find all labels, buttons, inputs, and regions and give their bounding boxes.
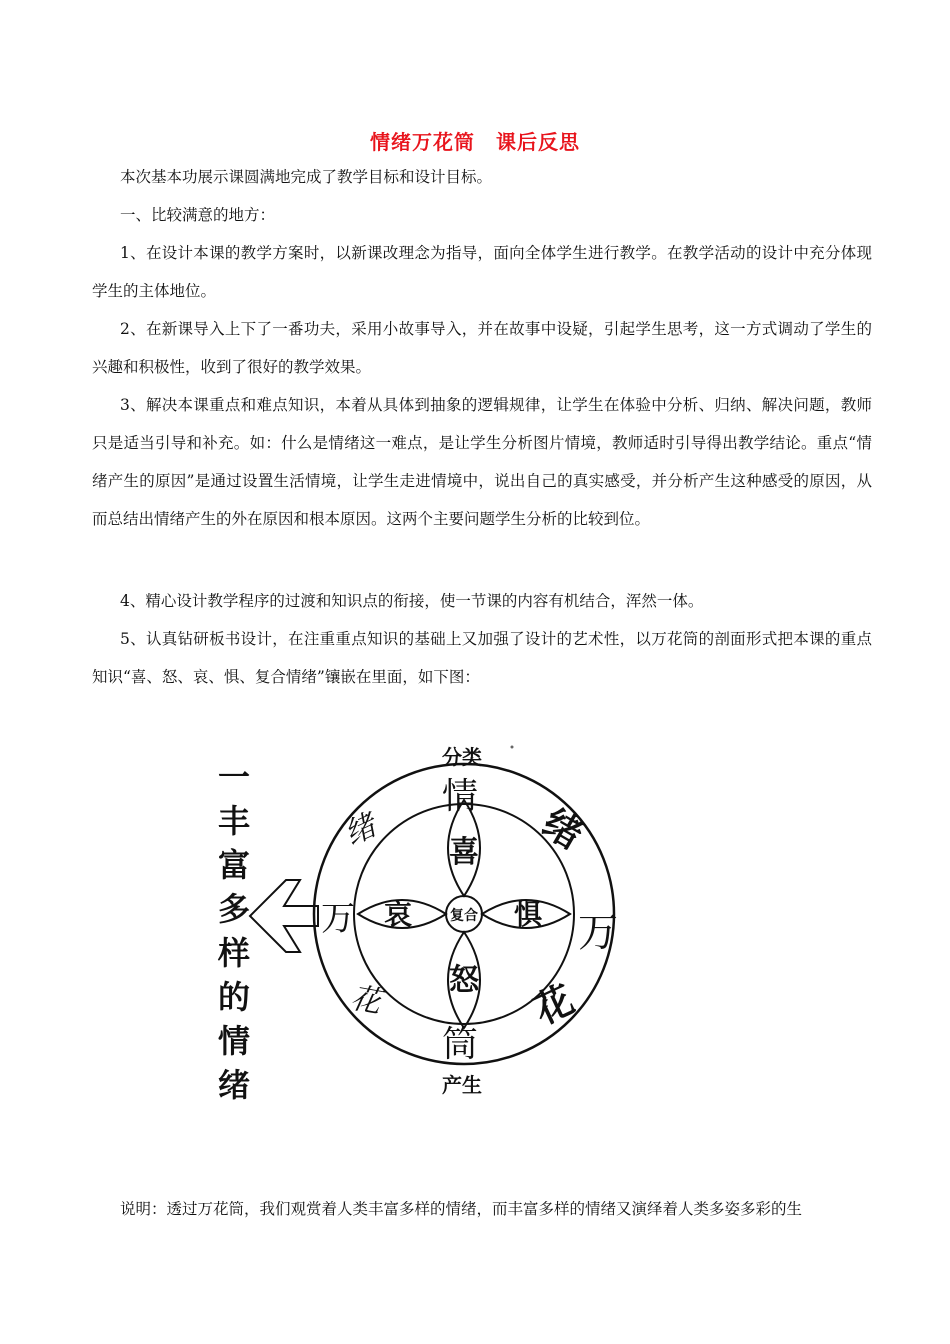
left-arrow-icon	[250, 880, 318, 952]
ring-char-left: 万	[321, 899, 355, 939]
paragraph-point-3: 3、解决本课重点和难点知识，本着从具体到抽象的逻辑规律，让学生在体验中分析、归纳、解决问题，教师只是适当引导和补充。如：什么是情绪这一难点，是让学生分析图片情境，教师适时引导得出教学结论。重点“情绪产生的原因”是通过设置生活情境，让学生走进情境中，说出自己的真实感受，并分析产生这种感受的原因，从而总结出情绪产生的外在原因和根本原因。这两个主要问题学生分析的比较到位。	[92, 396, 872, 528]
ring-char-lower-right: 花	[527, 976, 581, 1033]
kaleidoscope-diagram	[0, 720, 950, 1140]
page-title: 情绪万花筒 课后反思	[370, 130, 580, 154]
ring-char-bottom: 筒	[441, 1024, 479, 1065]
paragraph-point-5: 5、认真钻研板书设计，在注重重点知识的基础上又加强了设计的艺术性，以万花筒的剖面形式把本课的重点知识“喜、怒、哀、惧、复合情绪”镶嵌在里面，如下图：	[92, 630, 872, 686]
ring-char-upper-right: 绪	[535, 799, 591, 858]
bottom-label: 产生	[442, 1073, 482, 1097]
ring-char-upper-left: 绪	[339, 808, 382, 853]
ring-char-right: 万	[578, 910, 618, 956]
petal-label-bottom: 怒	[449, 963, 479, 998]
vertical-char: 的	[217, 978, 251, 1016]
vertical-char: 样	[217, 934, 251, 972]
vertical-char: 多	[217, 890, 251, 928]
ring-char-lower-left: 花	[348, 980, 384, 1021]
decorative-dot	[511, 746, 514, 749]
petal-label-top: 喜	[449, 835, 479, 870]
vertical-char: 一	[217, 758, 251, 796]
vertical-char: 情	[217, 1022, 251, 1060]
paragraph-point-2: 2、在新课导入上下了一番功夫，采用小故事导入，并在故事中设疑，引起学生思考，这一方式调动了学生的兴趣和积极性，收到了很好的教学效果。	[92, 320, 872, 376]
vertical-char: 丰	[217, 802, 251, 840]
note-paragraph: 说明：透过万花筒，我们观赏着人类丰富多样的情绪，而丰富多样的情绪又演绎着人类多姿多彩的生	[120, 1200, 803, 1218]
ring-char-top: 情	[441, 776, 479, 817]
paragraph-intro: 本次基本功展示课圆满地完成了教学目标和设计目标。	[120, 168, 493, 186]
paragraph-point-4: 4、精心设计教学程序的过渡和知识点的衔接，使一节课的内容有机结合，浑然一体。	[120, 592, 704, 610]
vertical-label	[217, 758, 250, 1104]
petal-label-left: 哀	[383, 898, 413, 931]
top-label: 分类	[442, 745, 482, 769]
paragraph-section-heading: 一、比较满意的地方：	[120, 206, 276, 224]
vertical-char: 绪	[217, 1066, 251, 1104]
vertical-char: 富	[217, 846, 251, 884]
petal-label-center: 复合	[450, 908, 478, 924]
paragraph-point-1: 1、在设计本课的教学方案时，以新课改理念为指导，面向全体学生进行教学。在教学活动的设计中充分体现学生的主体地位。	[92, 244, 872, 300]
petal-label-right: 惧	[513, 898, 543, 931]
